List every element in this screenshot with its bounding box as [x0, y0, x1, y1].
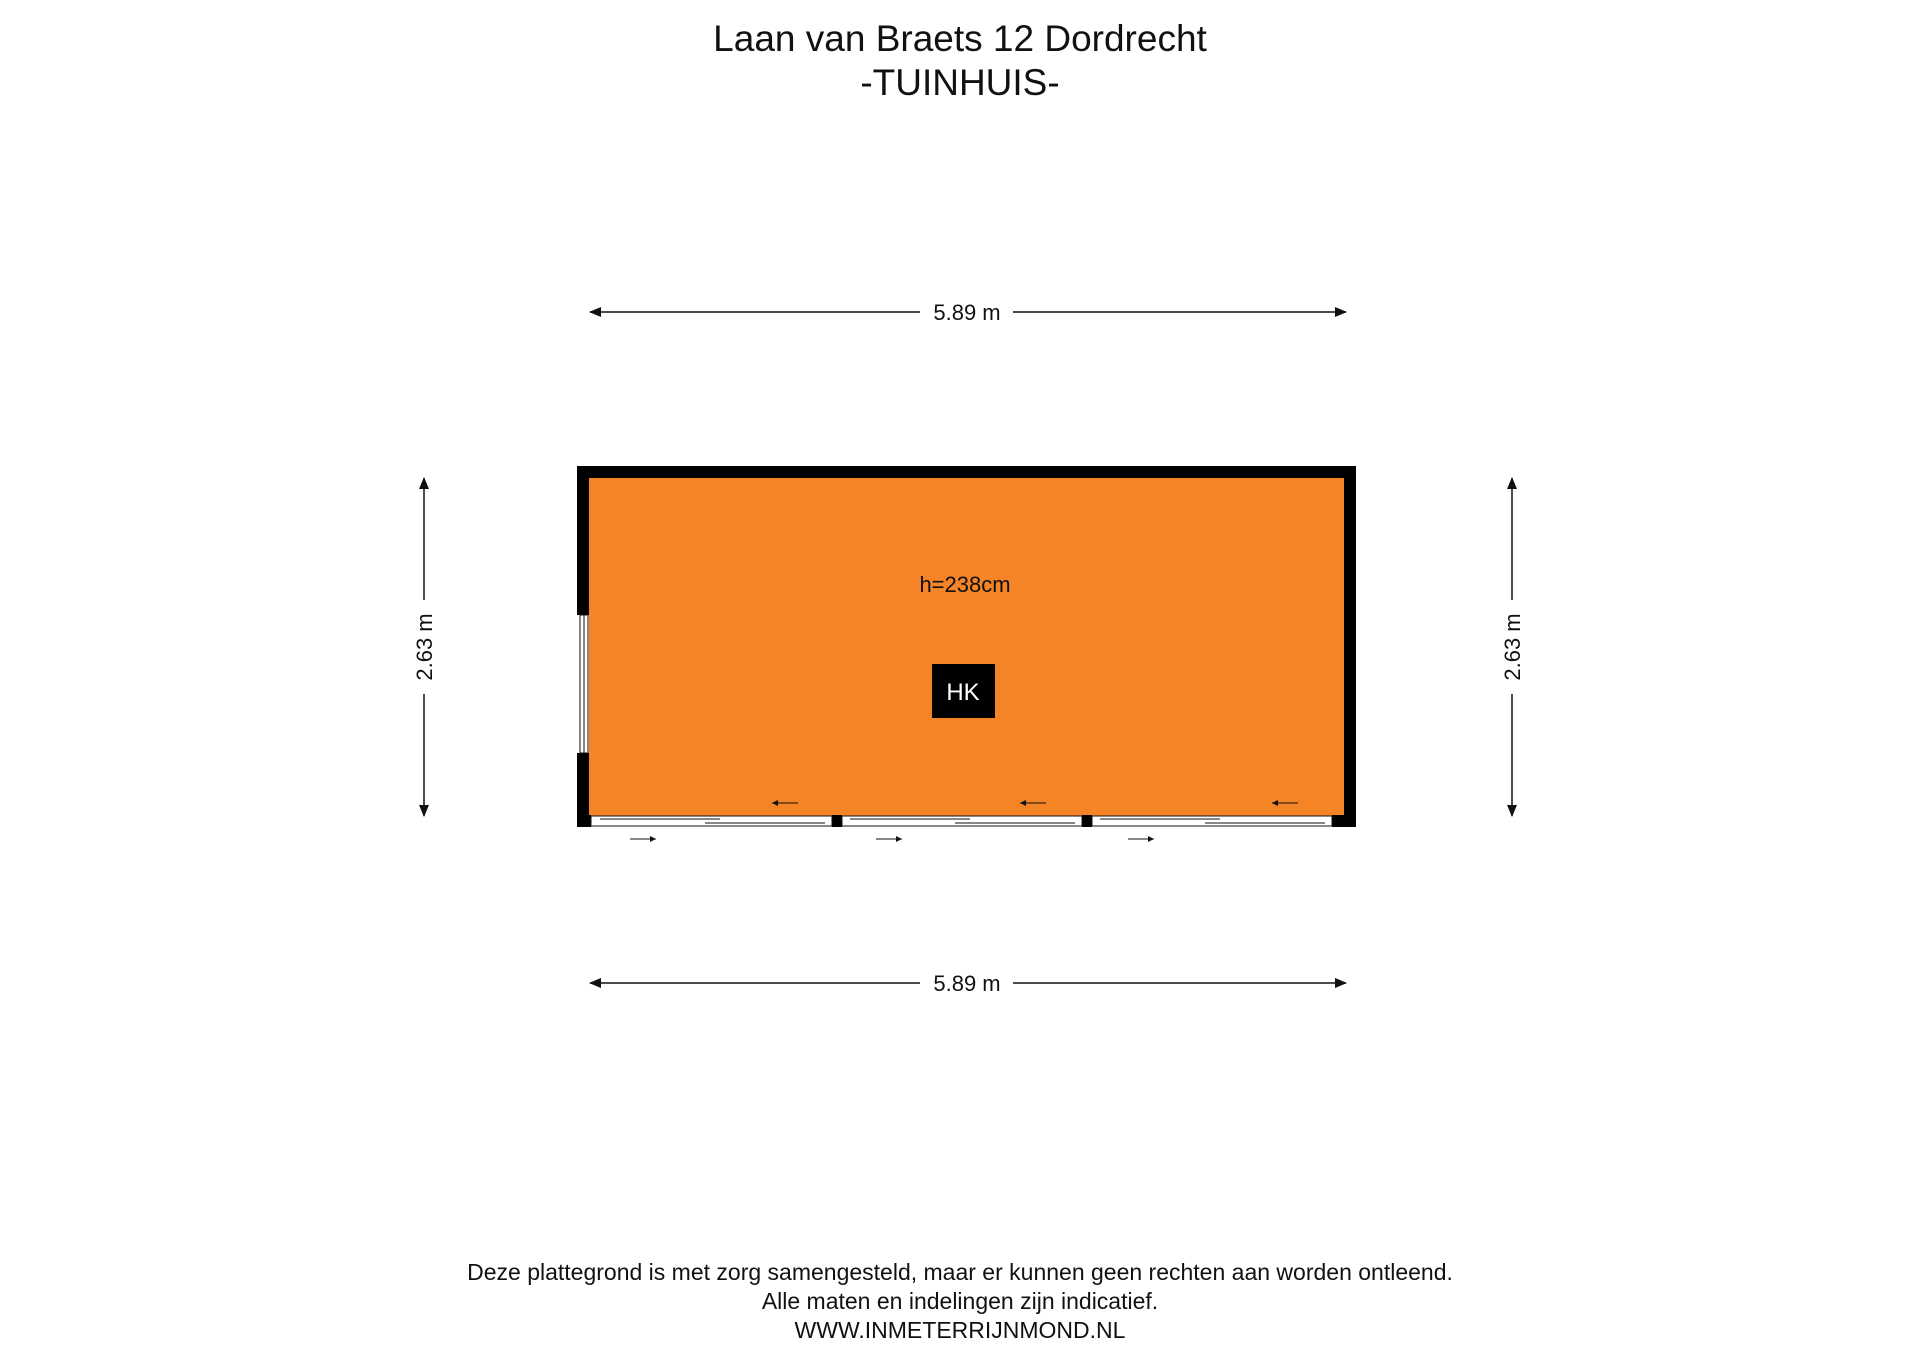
- width-label-bottom: 5.89 m: [933, 971, 1001, 996]
- plan-subtitle: -TUINHUIS-: [860, 62, 1060, 103]
- window-left: [580, 615, 588, 753]
- width-label-top: 5.89 m: [933, 300, 1001, 325]
- plan-title: Laan van Braets 12 Dordrecht: [713, 18, 1207, 59]
- room-floor: [589, 477, 1344, 817]
- dimension-left: [412, 478, 437, 816]
- boiler-label: HK: [946, 679, 980, 706]
- dimension-top: [590, 300, 1346, 325]
- depth-label-right: 2.63 m: [1500, 613, 1525, 681]
- boiler-symbol: [932, 664, 995, 718]
- indicative-note: Alle maten en indelingen zijn indicatief.: [761, 1288, 1159, 1314]
- ceiling-height-label: h=238cm: [919, 572, 1011, 597]
- depth-label-left: 2.63 m: [412, 613, 437, 681]
- dimension-right: [1500, 478, 1525, 816]
- disclaimer-text: Deze plattegrond is met zorg samengesteld, maar er kunnen geen rechten aan worden ontleend.: [467, 1259, 1453, 1285]
- website-text: WWW.INMETERRIJNMOND.NL: [794, 1317, 1126, 1343]
- dimension-bottom: [590, 971, 1346, 996]
